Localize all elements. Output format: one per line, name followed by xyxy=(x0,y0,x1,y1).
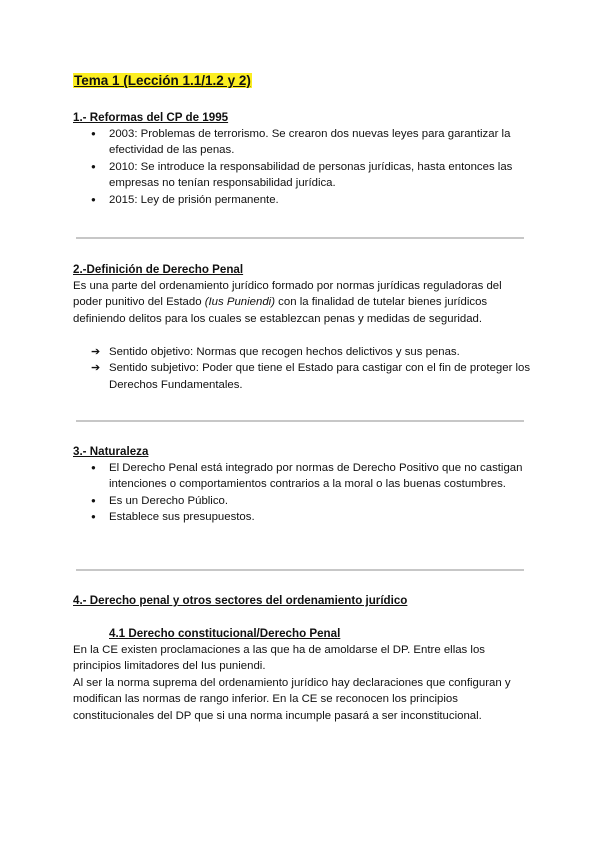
list-item: ● Establece sus presupuestos. xyxy=(91,509,531,525)
list-item: ● El Derecho Penal está integrado por normas de Derecho Positivo que no castigan intenciones o comportamientos contrarios a la moral o las buenas costumbres. xyxy=(91,460,531,493)
section-heading-naturaleza: 3.- Naturaleza xyxy=(73,445,149,458)
section-divider xyxy=(76,237,524,239)
constitucional-paragraph-2: Al ser la norma suprema del ordenamiento jurídico hay declaraciones que configuran y modifican las normas de rango inferior. En la CE se reconocen los principios constitucionales del DP que si una norma incumple pasará a ser inconstitucional. xyxy=(73,677,511,722)
list-item: ➔ Sentido subjetivo: Poder que tiene el Estado para castigar con el fin de proteger los Derechos Fundamentales. xyxy=(91,360,531,393)
list-item: ● 2010: Se introduce la responsabilidad de personas jurídicas, hasta entonces las empresas no tenían responsabilidad jurídica. xyxy=(91,159,531,192)
list-item: ➔ Sentido objetivo: Normas que recogen hechos delictivos y sus penas. xyxy=(91,344,531,360)
list-item: ● Es un Derecho Público. xyxy=(91,493,531,509)
reformas-bullet-list xyxy=(91,126,531,208)
document-title xyxy=(73,72,252,90)
section-heading-sectores: 4.- Derecho penal y otros sectores del ordenamiento jurídico xyxy=(73,594,408,607)
definicion-text-before: Es una parte del ordenamiento jurídico formado por normas jurídicas reguladoras del poder punitivo del Estado xyxy=(73,280,502,309)
section-divider xyxy=(76,569,524,571)
section-heading-definicion: 2.-Definición de Derecho Penal xyxy=(73,263,244,276)
definicion-arrow-list xyxy=(91,344,531,393)
list-item: ● 2015: Ley de prisión permanente. xyxy=(91,192,531,208)
subsection-heading-constitucional: 4.1 Derecho constitucional/Derecho Penal xyxy=(109,627,341,640)
definicion-text-after: con la finalidad de tutelar bienes jurídicos definiendo delitos para los cuales se establezcan penas y medidas de seguridad. xyxy=(73,296,488,325)
list-item: ● 2003: Problemas de terrorismo. Se crearon dos nuevas leyes para garantizar la efectividad de las penas. xyxy=(91,126,531,159)
ius-puniendi-italic: (Ius Puniendi) xyxy=(204,296,275,309)
definicion-paragraph xyxy=(73,278,528,327)
section-divider xyxy=(76,420,524,422)
naturaleza-bullet-list xyxy=(91,460,531,526)
constitucional-paragraph-1: En la CE existen proclamaciones a las que ha de amoldarse el DP. Entre ellas los principios limitadores del Ius puniendi. xyxy=(73,644,485,673)
section-heading-reformas: 1.- Reformas del CP de 1995 xyxy=(73,111,229,124)
title-highlight: Tema 1 (Lección 1.1/1.2 y 2) xyxy=(74,73,251,88)
